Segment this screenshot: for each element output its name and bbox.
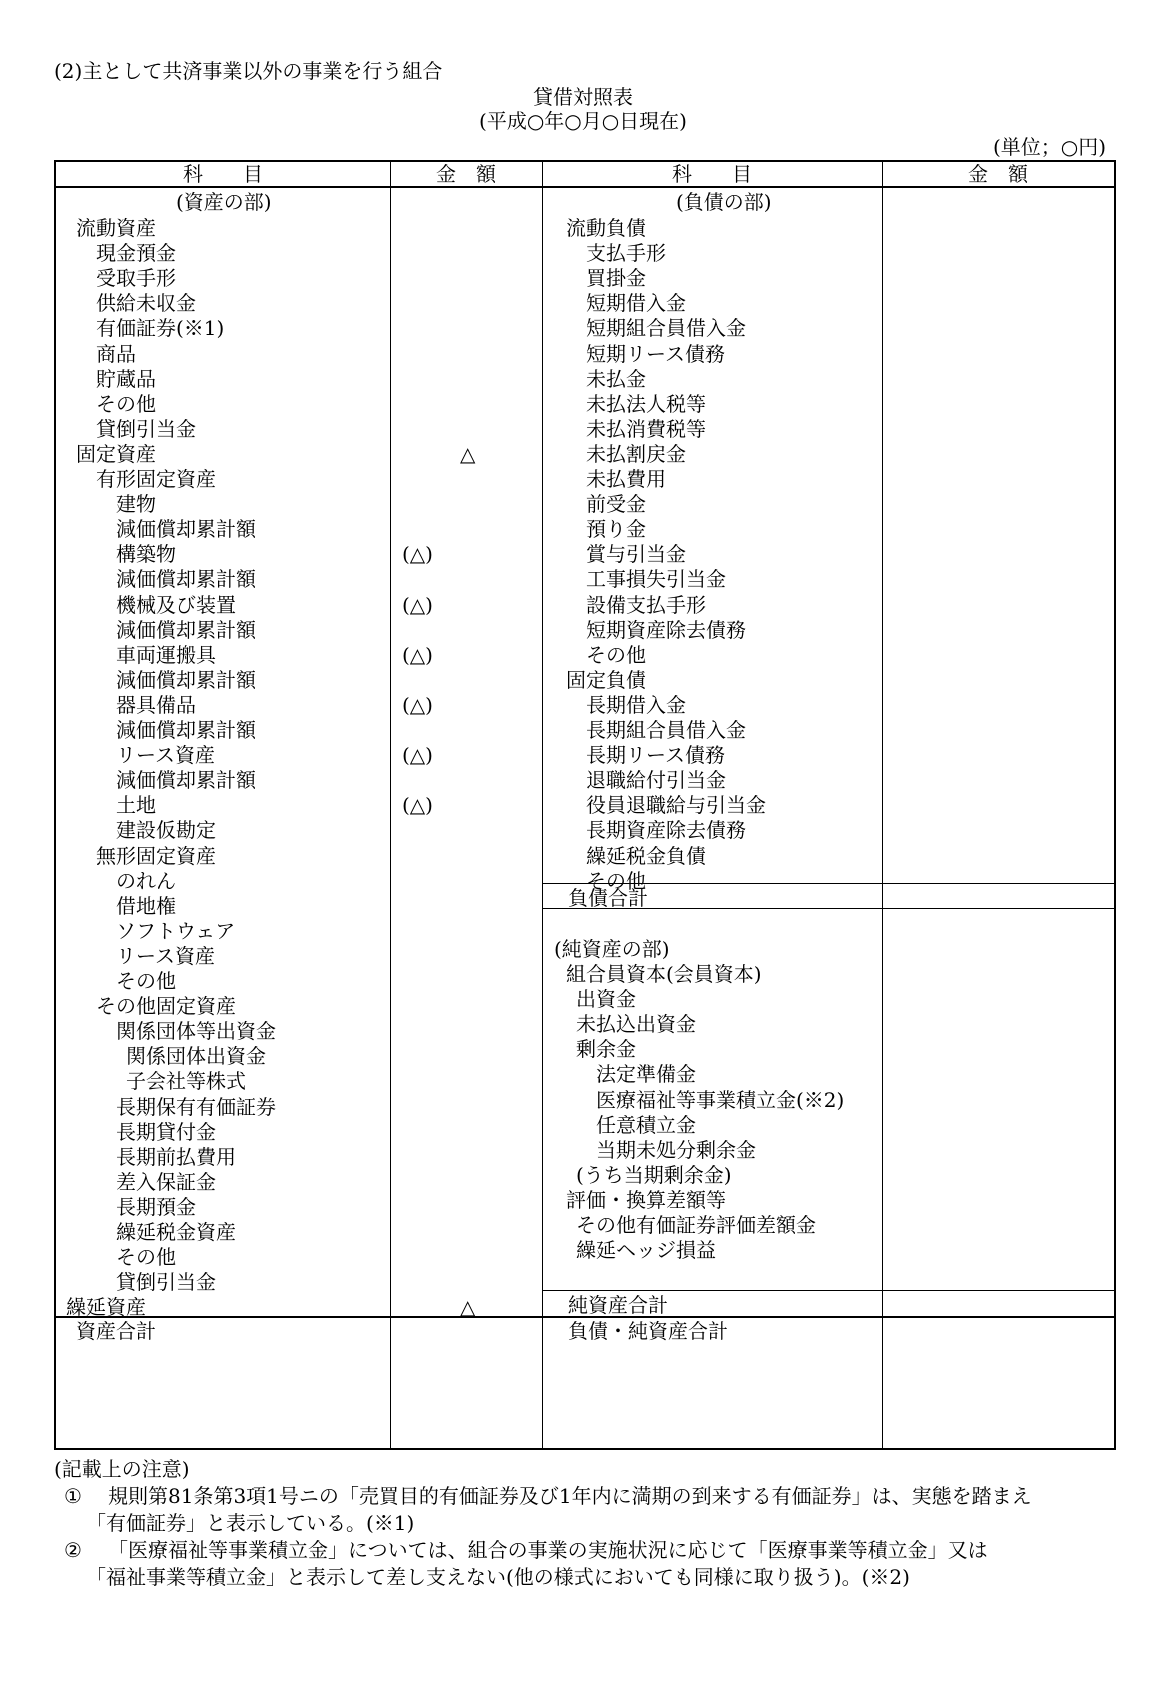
asset-item: 繰延資産 xyxy=(66,1295,146,1320)
asset-item: 差入保証金 xyxy=(116,1169,216,1194)
header-subject-right: 科 目 xyxy=(672,162,752,186)
liability-item: 未払費用 xyxy=(586,467,666,491)
liability-item: 役員退職給与引当金 xyxy=(586,793,766,818)
asset-item: 長期貸付金 xyxy=(116,1119,216,1144)
liability-item: 繰延税金負債 xyxy=(586,843,706,868)
asset-item: 子会社等株式 xyxy=(126,1069,246,1094)
equity-item: 当期未処分剰余金 xyxy=(596,1137,756,1162)
liability-item: 賞与引当金 xyxy=(586,542,686,567)
asset-item: 減価償却累計額 xyxy=(116,567,256,592)
asset-item: リース資産 xyxy=(116,943,215,968)
liability-item: 短期組合員借入金 xyxy=(586,316,746,341)
col-divider xyxy=(390,162,391,1448)
equity-item: 医療福祉等事業積立金(※2) xyxy=(596,1087,845,1112)
liability-item: 買掛金 xyxy=(586,266,646,291)
equity-item: 組合員資本(会員資本) xyxy=(566,962,762,986)
page-heading: (2)主として共済事業以外の事業を行う組合 xyxy=(54,59,443,83)
asset-item: 有価証券(※1) xyxy=(96,316,225,341)
asset-deduction-mark: △ xyxy=(460,441,476,466)
liability-item: 長期リース債務 xyxy=(586,743,725,768)
liabilities-section-title: (負債の部) xyxy=(676,190,772,214)
asset-deduction-mark: (△) xyxy=(402,592,433,617)
asset-item: 土地 xyxy=(116,793,156,818)
asset-item: 現金預金 xyxy=(96,241,176,266)
col-divider xyxy=(542,162,543,1448)
asset-item: ソフトウェア xyxy=(116,918,236,943)
asset-item: リース資産 xyxy=(116,743,215,768)
asset-item: 長期保有有価証券 xyxy=(116,1094,276,1119)
liability-item: 短期資産除去債務 xyxy=(586,617,746,642)
asset-item: 建設仮勘定 xyxy=(116,818,216,843)
asset-deduction-mark: (△) xyxy=(402,642,433,667)
liability-item: 工事損失引当金 xyxy=(586,567,726,592)
liabilities-total: 負債合計 xyxy=(568,886,648,910)
asset-item: 減価償却累計額 xyxy=(116,517,256,542)
asset-item: 減価償却累計額 xyxy=(116,768,256,793)
note-1-line-1: 規則第81条第3項1号ニの「売買目的有価証券及び1年内に満期の到来する有価証券」は、実態を踏まえ xyxy=(108,1484,1032,1508)
report-date: (平成○年○月○日現在) xyxy=(479,109,687,133)
liability-item: その他 xyxy=(586,868,646,893)
equity-total: 純資産合計 xyxy=(568,1293,668,1317)
note-1-line-2: 「有価証券」と表示している。(※1) xyxy=(86,1511,415,1535)
equity-item: 剰余金 xyxy=(576,1037,636,1062)
asset-deduction-mark: (△) xyxy=(402,542,433,567)
equity-item: 繰延ヘッジ損益 xyxy=(576,1238,716,1263)
header-amount-right: 金 額 xyxy=(968,162,1028,186)
liability-item: 未払金 xyxy=(586,366,646,391)
liability-item: 固定負債 xyxy=(566,667,646,692)
asset-item: 器具備品 xyxy=(116,692,196,717)
asset-item: 車両運搬具 xyxy=(116,642,216,667)
equity-item: 評価・換算差額等 xyxy=(566,1187,726,1212)
asset-item: 供給未収金 xyxy=(96,291,196,316)
page-title: 貸借対照表 xyxy=(533,85,633,109)
row-divider xyxy=(542,1290,1114,1291)
liability-item: 未払消費税等 xyxy=(586,416,706,441)
asset-deduction-mark: △ xyxy=(460,1295,476,1320)
asset-item: 構築物 xyxy=(116,542,176,567)
asset-item: その他 xyxy=(116,1245,176,1270)
unit-label: (単位；○円) xyxy=(992,135,1106,159)
asset-item: 関係団体出資金 xyxy=(126,1044,266,1069)
asset-item: 長期預金 xyxy=(116,1194,196,1219)
note-2-line-2: 「福祉事業等積立金」と表示して差し支えない(他の様式においても同様に取り扱う)。(※2) xyxy=(86,1565,910,1589)
header-amount-left: 金 額 xyxy=(436,162,496,186)
equity-item: 法定準備金 xyxy=(596,1062,696,1087)
col-divider xyxy=(882,162,883,1448)
asset-item: のれん xyxy=(116,868,176,893)
balance-sheet-table xyxy=(54,160,1116,1450)
asset-item: 貸倒引当金 xyxy=(96,416,196,441)
equity-item: 任意積立金 xyxy=(596,1112,696,1137)
liability-item: 長期資産除去債務 xyxy=(586,818,746,843)
asset-item: 借地権 xyxy=(116,893,176,918)
asset-item: 建物 xyxy=(116,492,156,517)
asset-item: 減価償却累計額 xyxy=(116,667,256,692)
notes-title: (記載上の注意) xyxy=(54,1457,190,1481)
liability-item: 退職給付引当金 xyxy=(586,768,726,793)
asset-deduction-mark: (△) xyxy=(402,692,433,717)
asset-item: 貯蔵品 xyxy=(96,366,156,391)
note-2-line-1: 「医療福祉等事業積立金」については、組合の事業の実施状況に応じて「医療事業等積立金」又は xyxy=(108,1538,988,1562)
equity-section-title: (純資産の部) xyxy=(554,937,670,961)
asset-item: 流動資産 xyxy=(76,216,156,240)
assets-total: 資産合計 xyxy=(76,1319,156,1343)
liability-item: 設備支払手形 xyxy=(586,592,706,617)
liability-item: 未払法人税等 xyxy=(586,391,706,416)
asset-item: 長期前払費用 xyxy=(116,1144,236,1169)
asset-item: 機械及び装置 xyxy=(116,592,236,617)
asset-item: その他 xyxy=(116,969,176,993)
equity-item: その他有価証券評価差額金 xyxy=(576,1213,816,1237)
liability-item: 未払割戻金 xyxy=(586,441,686,466)
asset-item: 関係団体等出資金 xyxy=(116,1019,276,1044)
asset-item: 受取手形 xyxy=(96,266,176,291)
asset-item: 有形固定資産 xyxy=(96,467,216,491)
note-1-number: ① xyxy=(64,1484,82,1508)
asset-item: 貸倒引当金 xyxy=(116,1270,216,1295)
liability-item: 長期借入金 xyxy=(586,692,686,717)
asset-item: 無形固定資産 xyxy=(96,843,216,868)
asset-item: その他 xyxy=(96,391,156,416)
asset-item: 減価償却累計額 xyxy=(116,617,256,642)
asset-item: 商品 xyxy=(96,341,136,366)
liability-item: 短期借入金 xyxy=(586,291,686,316)
asset-item: 繰延税金資産 xyxy=(116,1220,236,1244)
liability-item: 前受金 xyxy=(586,492,646,517)
liability-item: 長期組合員借入金 xyxy=(586,718,746,742)
asset-item: その他固定資産 xyxy=(96,994,236,1019)
equity-item: 出資金 xyxy=(576,987,636,1012)
asset-deduction-mark: (△) xyxy=(402,743,433,768)
header-subject-left: 科 目 xyxy=(183,162,263,186)
liability-item: その他 xyxy=(586,642,646,667)
note-2-number: ② xyxy=(64,1538,82,1562)
equity-item: 未払込出資金 xyxy=(576,1012,696,1037)
liability-item: 預り金 xyxy=(586,517,646,542)
liability-item: 支払手形 xyxy=(586,241,666,266)
assets-section-title: (資産の部) xyxy=(176,190,272,214)
grand-total: 負債・純資産合計 xyxy=(568,1319,728,1343)
asset-item: 減価償却累計額 xyxy=(116,718,256,742)
liability-item: 短期リース債務 xyxy=(586,341,725,366)
asset-deduction-mark: (△) xyxy=(402,793,433,818)
liability-item: 流動負債 xyxy=(566,216,646,240)
asset-item: 固定資産 xyxy=(76,441,156,466)
equity-item: (うち当期剰余金) xyxy=(576,1162,732,1187)
